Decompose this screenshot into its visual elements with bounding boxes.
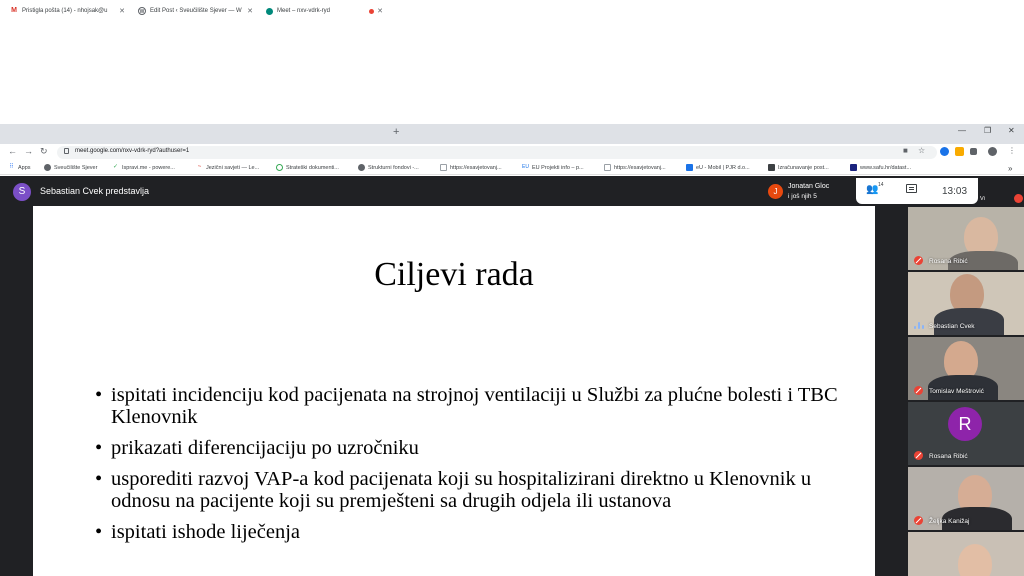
more-menu-icon[interactable]: ⋮ xyxy=(1008,146,1016,155)
camera-icon[interactable]: ■ xyxy=(903,146,908,155)
slide-title: Ciljevi rada xyxy=(374,256,534,293)
tab-strip xyxy=(0,124,1024,144)
slide-bullet: • ispitati incidenciju kod pacijenata na strojnoj ventilaciji u Službi za plućne bolesti i TBC Klenovnik xyxy=(95,384,855,428)
extension-icon[interactable] xyxy=(955,147,964,156)
tab-label: Pristigla pošta (14) - nhojsak@u xyxy=(22,8,108,14)
mic-off-icon xyxy=(914,256,923,265)
people-count: 14 xyxy=(878,182,884,188)
bookmark-item[interactable]: ~ Jezični savjeti — Le... xyxy=(197,164,260,171)
participant-tile[interactable] xyxy=(908,467,1024,530)
globe-icon xyxy=(358,164,365,171)
forward-arrow-icon[interactable]: → xyxy=(24,146,33,156)
meeting-clock: 13:03 xyxy=(942,186,968,197)
meet-icon xyxy=(266,8,273,15)
participant-tile[interactable] xyxy=(908,402,1024,465)
bookmark-item[interactable]: Sveučilište Sjever xyxy=(44,164,97,171)
participant-name: Željka Kanižaj xyxy=(929,518,970,525)
check-icon: ✓ xyxy=(112,164,119,170)
participant-name: Rosana Ribić xyxy=(929,258,968,265)
participant-tile[interactable] xyxy=(908,207,1024,270)
bookmark-item[interactable]: Strateški dokumenti... xyxy=(276,164,339,171)
wordpress-icon: W xyxy=(139,9,145,15)
close-window-icon[interactable]: ✕ xyxy=(1008,126,1015,135)
participant-name: Sebastian Cvek xyxy=(929,323,975,330)
participant-tile[interactable] xyxy=(908,337,1024,400)
presenter-label: Sebastian Cvek predstavlja xyxy=(40,186,150,196)
calculator-icon xyxy=(768,164,775,171)
chat-icon[interactable] xyxy=(906,184,917,193)
bookmark-star-icon[interactable]: ☆ xyxy=(918,146,926,155)
new-tab-button[interactable]: + xyxy=(393,126,400,138)
pinned-name: Jonatan Gloc xyxy=(788,183,830,190)
url-text[interactable]: meet.google.com/nxv-vdrk-ryd?authuser=1 xyxy=(75,148,190,154)
bookmark-item[interactable]: EU EU Projekti info – p... xyxy=(522,164,584,171)
slide-bullet: • usporediti razvoj VAP-a kod pacijenata koji su hospitalizirani direktno u Klenovnik u odnosu na pacijente koji su premješteni sa drugih odjela ili ustanova xyxy=(95,468,855,512)
safu-icon xyxy=(850,164,857,171)
participant-tile[interactable] xyxy=(908,272,1024,335)
participant-tile[interactable] xyxy=(908,532,1024,576)
bookmarks-overflow-button[interactable]: » xyxy=(1008,164,1013,173)
minimize-icon[interactable]: — xyxy=(958,126,966,135)
speaking-indicator-icon xyxy=(914,322,924,329)
eu-mobil-icon xyxy=(686,164,693,171)
tab-label: Edit Post ‹ Sveučilište Sjever — W xyxy=(150,8,242,14)
restore-icon[interactable]: ❐ xyxy=(984,126,992,135)
bookmark-item[interactable]: https://esavjetovanj... xyxy=(440,164,502,171)
slide-bullet: • ispitati ishode liječenja xyxy=(95,521,855,543)
bookmark-item[interactable]: ✓ Ispravi.me - powere... xyxy=(112,164,175,171)
bookmark-item[interactable]: Strukturni fondovi -... xyxy=(358,164,419,171)
apps-grid-icon: ⠿ xyxy=(9,164,14,170)
mic-off-icon xyxy=(914,386,923,395)
mic-off-icon xyxy=(914,516,923,525)
bookmark-item[interactable]: Izračunavanje post... xyxy=(768,164,829,171)
pinned-avatar: J xyxy=(768,184,783,199)
bookmark-apps[interactable]: ⠿ Apps xyxy=(9,164,31,171)
gmail-icon: M xyxy=(11,7,17,14)
bookmark-item[interactable]: www.safu.hr/datast... xyxy=(850,164,911,171)
close-icon[interactable]: ✕ xyxy=(377,8,383,15)
lock-icon[interactable] xyxy=(64,148,69,154)
close-icon[interactable]: ✕ xyxy=(247,8,253,15)
close-icon[interactable]: ✕ xyxy=(119,8,125,15)
back-arrow-icon[interactable]: ← xyxy=(8,146,17,156)
mic-off-icon xyxy=(1014,194,1023,203)
reload-icon[interactable]: ↻ xyxy=(40,146,48,156)
tab-gmail[interactable] xyxy=(4,2,130,20)
participant-name: Rosana Ribić xyxy=(929,453,968,460)
pinned-more: i još njih 5 xyxy=(788,193,817,200)
people-icon[interactable]: 👥 xyxy=(866,184,879,195)
participant-avatar: R xyxy=(948,407,982,441)
bookmark-item[interactable]: https://esavjetovanj... xyxy=(604,164,666,171)
circle-icon xyxy=(276,164,283,171)
presentation-slide xyxy=(33,206,875,576)
tab-edit-post[interactable] xyxy=(132,2,258,20)
profile-avatar[interactable] xyxy=(988,147,997,156)
recording-dot-icon xyxy=(369,9,374,14)
tab-label: Meet – nxv-vdrk-ryd xyxy=(277,8,331,14)
slide-bullet-list xyxy=(95,384,855,552)
presenter-avatar: S xyxy=(13,183,31,201)
tilde-icon: ~ xyxy=(197,164,202,170)
page-icon xyxy=(604,164,611,171)
page-icon xyxy=(440,164,447,171)
self-label: Vi xyxy=(980,196,985,202)
participant-name: Tomislav Meštrović xyxy=(929,388,984,395)
eu-icon: EU xyxy=(522,164,529,170)
bookmark-item[interactable]: eU - Mobil | PJR d.o... xyxy=(686,164,750,171)
slide-bullet: • prikazati diferencijaciju po uzročniku xyxy=(95,437,855,459)
extension-icon[interactable] xyxy=(940,147,949,156)
mic-off-icon xyxy=(914,451,923,460)
globe-icon xyxy=(44,164,51,171)
extensions-puzzle-icon[interactable] xyxy=(970,148,977,155)
tab-meet[interactable] xyxy=(260,2,388,20)
